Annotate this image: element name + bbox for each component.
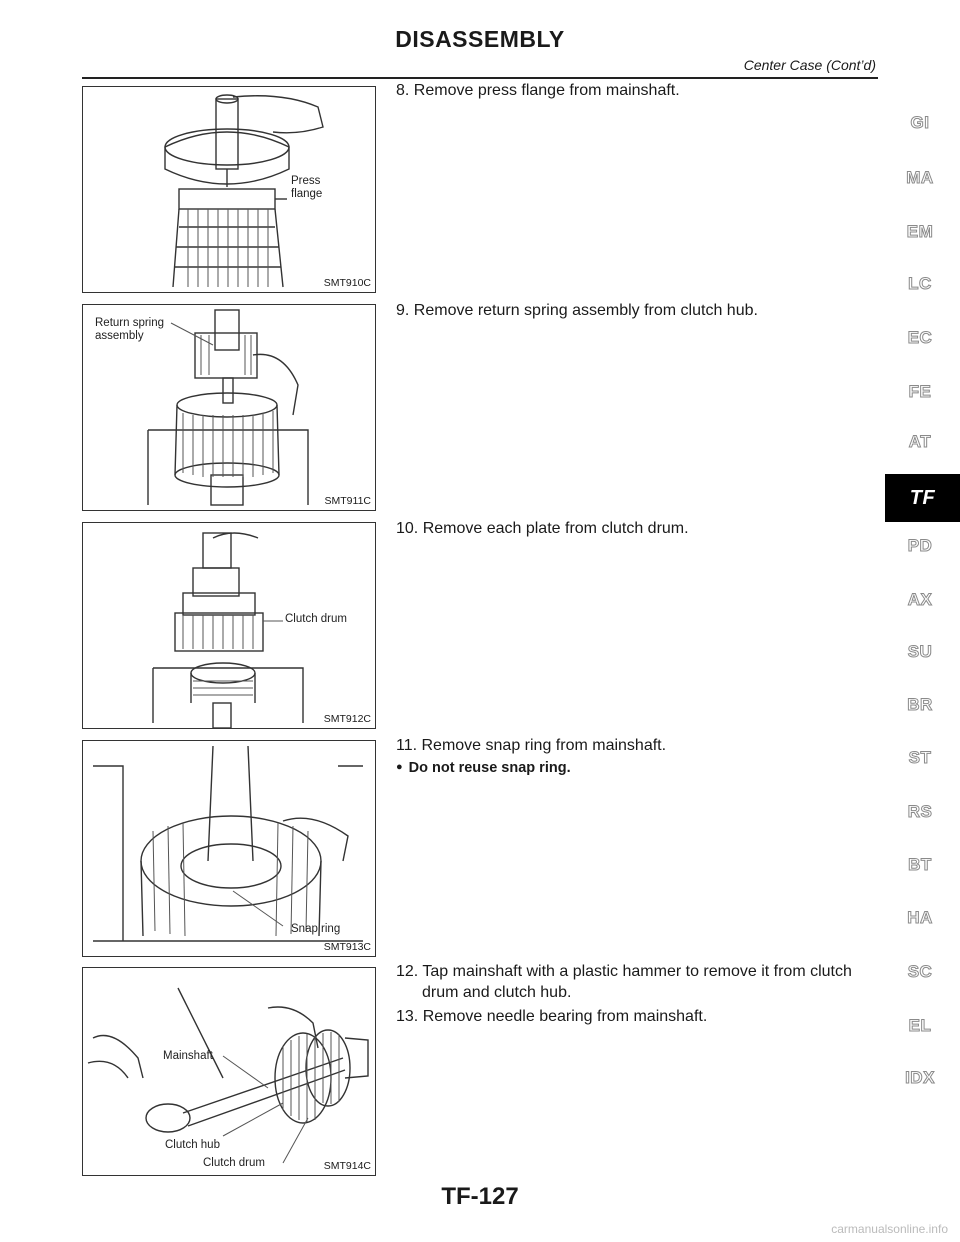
tab-su[interactable]: SU bbox=[907, 642, 933, 661]
tab-br[interactable]: BR bbox=[907, 695, 933, 714]
tab-sc[interactable]: SC bbox=[907, 962, 933, 981]
figure-code: SMT914C bbox=[323, 1160, 371, 1172]
return-spring-label-line2: assembly bbox=[95, 330, 144, 342]
page-header-subtitle: Center Case (Cont’d) bbox=[743, 57, 876, 73]
step-8: 8. Remove press flange from mainshaft. bbox=[396, 82, 680, 99]
header-rule bbox=[82, 77, 878, 79]
tab-el[interactable]: EL bbox=[908, 1016, 932, 1035]
snap-ring-label: Snap ring bbox=[291, 923, 341, 935]
clutch-drum-label: Clutch drum bbox=[203, 1157, 265, 1169]
mainshaft-illustration bbox=[83, 968, 376, 1176]
step-11: 11. Remove snap ring from mainshaft. bbox=[396, 737, 667, 754]
tab-ha[interactable]: HA bbox=[907, 908, 933, 927]
press-flange-illustration bbox=[83, 87, 376, 293]
step-9: 9. Remove return spring assembly from clutch hub. bbox=[396, 302, 758, 319]
press-flange-label-line1: Press bbox=[291, 175, 321, 187]
figure-return-spring bbox=[82, 304, 376, 511]
clutch-drum-illustration bbox=[83, 523, 376, 729]
figure-snap-ring bbox=[82, 740, 376, 957]
step-13: 13. Remove needle bearing from mainshaft. bbox=[396, 1008, 708, 1025]
tab-ec[interactable]: EC bbox=[907, 328, 933, 347]
watermark: carmanualsonline.info bbox=[831, 1222, 948, 1236]
figure-code: SMT913C bbox=[323, 941, 371, 953]
tab-tf[interactable]: TF bbox=[885, 474, 960, 522]
figure-mainshaft bbox=[82, 967, 376, 1176]
clutch-hub-label: Clutch hub bbox=[165, 1139, 220, 1151]
tab-st[interactable]: ST bbox=[908, 748, 932, 767]
tab-gi[interactable]: GI bbox=[910, 113, 930, 132]
figure-clutch-drum bbox=[82, 522, 376, 729]
step-12 bbox=[396, 961, 878, 1003]
press-flange-label-line2: flange bbox=[291, 188, 323, 200]
tab-em[interactable]: EM bbox=[906, 222, 934, 241]
page-number: TF-127 bbox=[441, 1183, 519, 1210]
step-10: 10. Remove each plate from clutch drum. bbox=[396, 520, 689, 537]
figure-press-flange bbox=[82, 86, 376, 293]
tab-ax[interactable]: AX bbox=[907, 590, 933, 609]
tab-rs[interactable]: RS bbox=[907, 802, 933, 821]
tab-ma[interactable]: MA bbox=[906, 168, 934, 187]
tab-pd[interactable]: PD bbox=[907, 536, 933, 555]
bullet-icon: ● bbox=[396, 761, 403, 773]
clutch-drum-label: Clutch drum bbox=[285, 613, 347, 625]
tab-bt[interactable]: BT bbox=[908, 855, 932, 874]
return-spring-label-line1: Return spring bbox=[95, 317, 165, 329]
figure-code: SMT912C bbox=[323, 713, 371, 725]
warning-note bbox=[396, 760, 571, 776]
warning-note-text: Do not reuse snap ring. bbox=[408, 760, 571, 776]
tab-idx[interactable]: IDX bbox=[905, 1068, 935, 1087]
tab-at[interactable]: AT bbox=[908, 432, 932, 451]
figure-code: SMT910C bbox=[323, 277, 371, 289]
tab-fe[interactable]: FE bbox=[908, 382, 932, 401]
step-12-line1: 12. Tap mainshaft with a plastic hammer to remove it from clutch bbox=[396, 963, 852, 980]
mainshaft-label: Mainshaft bbox=[163, 1050, 213, 1062]
step-12-line2: drum and clutch hub. bbox=[422, 984, 572, 1001]
figure-code: SMT911C bbox=[324, 495, 371, 507]
tab-lc[interactable]: LC bbox=[908, 274, 932, 293]
page-header-title: DISASSEMBLY bbox=[395, 26, 565, 52]
